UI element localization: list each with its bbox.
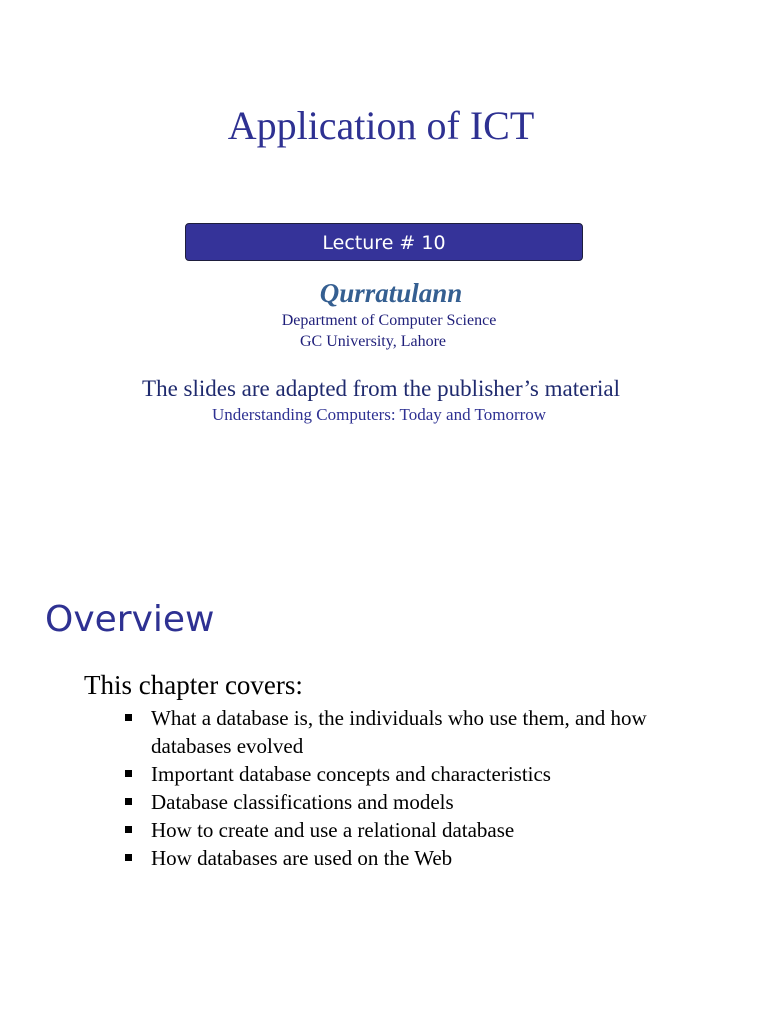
- department-name: Department of Computer Science: [281, 312, 497, 329]
- list-item-text: What a database is, the individuals who use them, and how databases evolved: [151, 706, 647, 758]
- lecture-number-banner: Lecture # 10: [185, 223, 583, 261]
- list-item: [123, 760, 723, 788]
- square-bullet-icon: [125, 854, 132, 861]
- list-item-text: How databases are used on the Web: [151, 846, 453, 870]
- book-title: Understanding Computers: Today and Tomorrow: [211, 405, 547, 424]
- list-item: [123, 816, 723, 844]
- chapter-intro: This chapter covers:: [84, 670, 303, 700]
- overview-slide: [0, 512, 768, 1024]
- list-item-text: How to create and use a relational database: [151, 818, 515, 842]
- square-bullet-icon: [125, 770, 132, 777]
- list-item: [123, 704, 723, 760]
- slide-title: Application of ICT: [227, 103, 535, 148]
- adapted-note: The slides are adapted from the publisher’s material: [142, 376, 620, 401]
- list-item: [123, 788, 723, 816]
- list-item: [123, 844, 723, 872]
- list-item-text: Database classifications and models: [151, 790, 454, 814]
- list-item-text: Important database concepts and characteristics: [151, 762, 551, 786]
- topic-list: [123, 704, 723, 872]
- square-bullet-icon: [125, 826, 132, 833]
- square-bullet-icon: [125, 714, 132, 721]
- university-name: GC University, Lahore: [299, 333, 447, 350]
- overview-title: Overview: [45, 599, 215, 640]
- author-name: Qurratulann: [319, 278, 463, 308]
- square-bullet-icon: [125, 798, 132, 805]
